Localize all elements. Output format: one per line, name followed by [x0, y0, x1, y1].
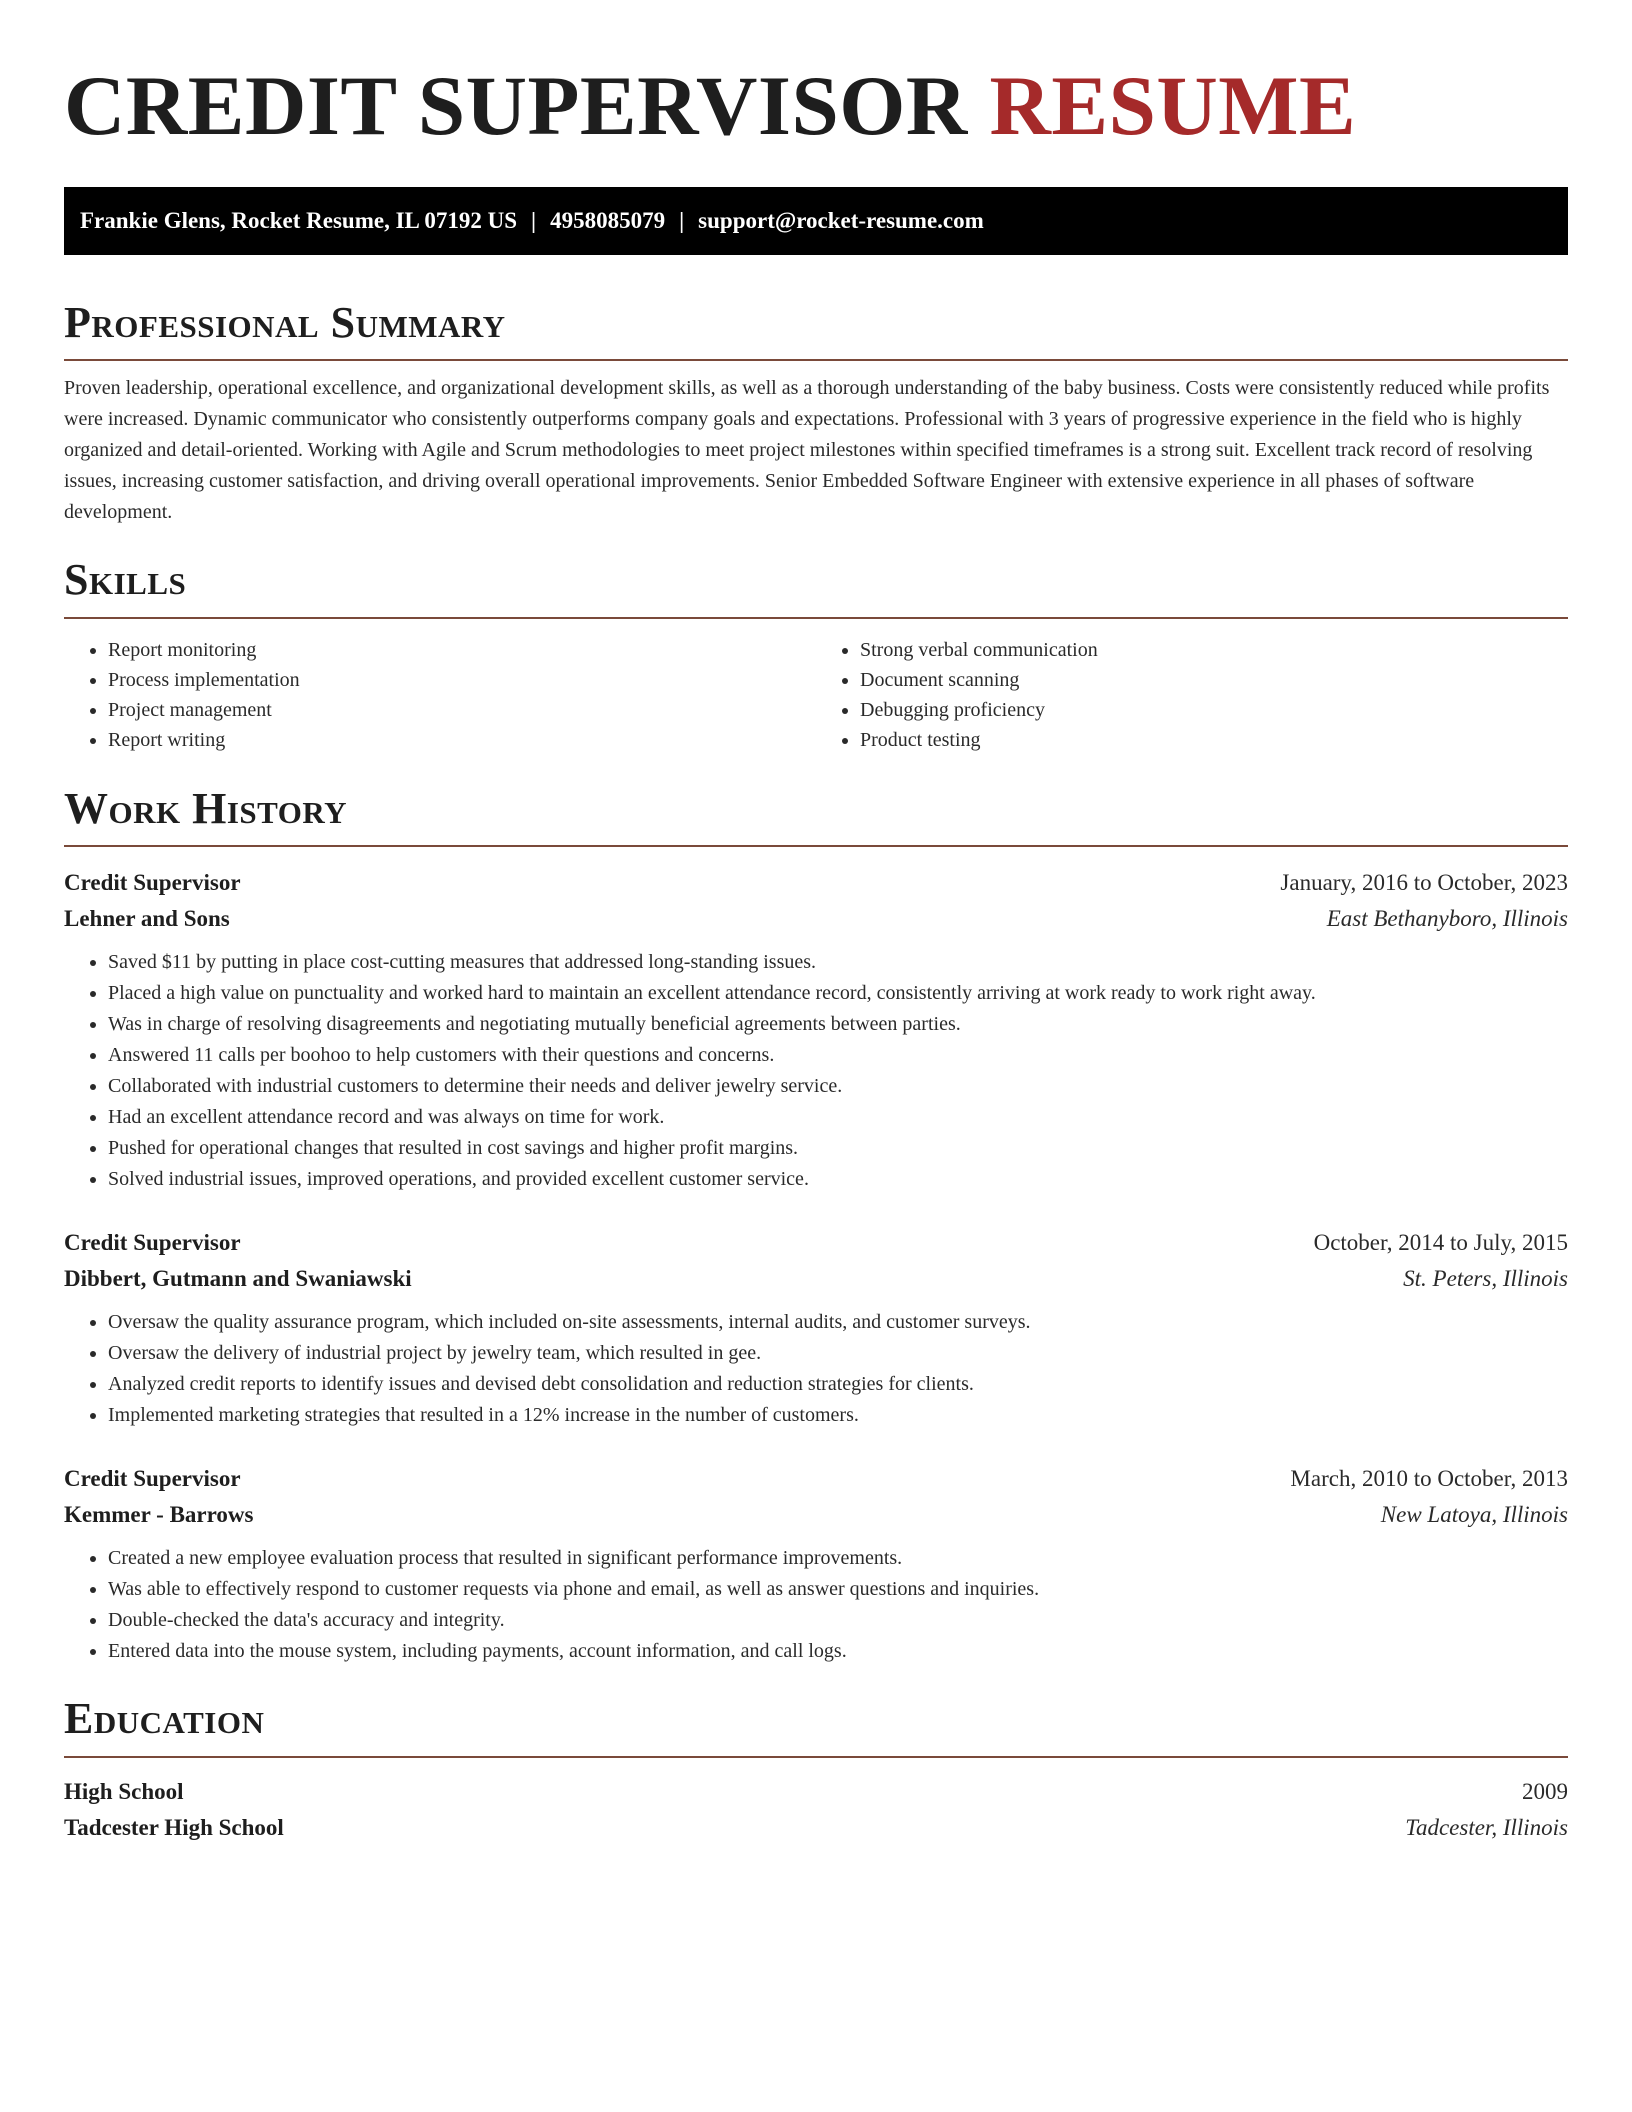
skills-heading: Skills [64, 555, 187, 605]
job-company: Kemmer - Barrows [64, 1502, 254, 1528]
list-item: • Entered data into the mouse system, including payments, account information, and call logs. [108, 1636, 1568, 1667]
education-subheader [64, 1810, 1568, 1846]
list-item: • Implemented marketing strategies that resulted in a 12% increase in the number of customers. [108, 1400, 1568, 1431]
list-item: • Saved $11 by putting in place cost-cutting measures that addressed long-standing issues. [108, 947, 1568, 978]
contact-address: Frankie Glens, Rocket Resume, IL 07192 US [80, 208, 517, 233]
title-accent: RESUME [989, 59, 1357, 153]
list-item: • Solved industrial issues, improved operations, and provided excellent customer service. [108, 1164, 1568, 1195]
summary-section [64, 299, 1568, 528]
job-header [64, 865, 1568, 901]
skill-item: • Project management [108, 695, 816, 725]
education-year: 2009 [1522, 1778, 1568, 1804]
job-location: St. Peters, Illinois [1403, 1266, 1568, 1292]
job-company: Dibbert, Gutmann and Swaniawski [64, 1266, 412, 1292]
list-item: • Double-checked the data's accuracy and integrity. [108, 1605, 1568, 1636]
contact-separator: | [679, 208, 685, 233]
title-main: CREDIT SUPERVISOR [64, 59, 968, 153]
skill-item: • Document scanning [860, 665, 1568, 695]
education-school: Tadcester High School [64, 1814, 284, 1840]
job-dates: March, 2010 to October, 2013 [1290, 1466, 1568, 1492]
skills-divider [64, 617, 1568, 619]
summary-divider [64, 359, 1568, 361]
skill-item: • Debugging proficiency [860, 695, 1568, 725]
list-item: • Answered 11 calls per boohoo to help customers with their questions and concerns. [108, 1040, 1568, 1071]
skills-left-list [64, 635, 816, 755]
job-dates: October, 2014 to July, 2015 [1313, 1230, 1568, 1256]
job-location: East Bethanyboro, Illinois [1326, 906, 1568, 932]
job-header [64, 1225, 1568, 1261]
job-entry [64, 1225, 1568, 1431]
list-item: • Analyzed credit reports to identify issues and devised debt consolidation and reduction strategies for clients. [108, 1369, 1568, 1400]
skills-section [64, 556, 1568, 754]
list-item: • Created a new employee evaluation process that resulted in significant performance improvements. [108, 1543, 1568, 1574]
list-item: • Oversaw the quality assurance program, which included on-site assessments, internal audits, and customer surveys. [108, 1307, 1568, 1338]
job-title: Credit Supervisor [64, 870, 241, 896]
skills-right-list [816, 635, 1568, 755]
skill-item: • Report writing [108, 725, 816, 755]
resume-title [64, 50, 1568, 153]
job-bullets [64, 947, 1568, 1195]
skills-columns [64, 635, 1568, 755]
job-bullets [64, 1543, 1568, 1667]
work-divider [64, 845, 1568, 847]
education-location: Tadcester, Illinois [1405, 1814, 1568, 1840]
job-entry [64, 1461, 1568, 1667]
job-header [64, 1461, 1568, 1497]
education-divider [64, 1756, 1568, 1758]
list-item: • Had an excellent attendance record and was always on time for work. [108, 1102, 1568, 1133]
list-item: • Was able to effectively respond to customer requests via phone and email, as well as answer questions and inquiries. [108, 1574, 1568, 1605]
list-item: • Was in charge of resolving disagreements and negotiating mutually beneficial agreements between parties. [108, 1009, 1568, 1040]
education-section [64, 1695, 1568, 1845]
skill-item: • Product testing [860, 725, 1568, 755]
job-subheader [64, 1497, 1568, 1533]
education-header [64, 1774, 1568, 1810]
job-title: Credit Supervisor [64, 1230, 241, 1256]
job-subheader [64, 901, 1568, 937]
summary-heading: Professional Summary [64, 298, 506, 347]
list-item: • Oversaw the delivery of industrial project by jewelry team, which resulted in gee. [108, 1338, 1568, 1369]
job-subheader [64, 1261, 1568, 1297]
contact-separator: | [531, 208, 537, 233]
job-entry [64, 865, 1568, 1195]
job-bullets [64, 1307, 1568, 1431]
work-heading: Work History [64, 783, 348, 833]
skill-item: • Strong verbal communication [860, 635, 1568, 665]
list-item: • Pushed for operational changes that resulted in cost savings and higher profit margins. [108, 1133, 1568, 1164]
job-title: Credit Supervisor [64, 1466, 241, 1492]
job-location: New Latoya, Illinois [1380, 1502, 1568, 1528]
education-degree: High School [64, 1778, 184, 1804]
contact-phone: 4958085079 [550, 208, 666, 233]
summary-text: Proven leadership, operational excellence, and organizational development skills, as well as a thorough understanding of the baby business. Costs were consistently reduced while profits were increased. Dynamic communicator who consistently outperforms company goals and expectations. Professional with 3 years of progressive experience in the field who is highly organized and detail-oriented. Working with Agile and Scrum methodologies to meet project milestones within specified timeframes is a strong suit. Excellent track record of resolving issues, increasing customer satisfaction, and driving overall operational improvements. Senior Embedded Software Engineer with extensive experience in all phases of software development. [64, 377, 1550, 524]
job-company: Lehner and Sons [64, 906, 230, 932]
list-item: • Placed a high value on punctuality and worked hard to maintain an excellent attendance record, consistently arriving at work ready to work right away. [108, 978, 1568, 1009]
job-dates: January, 2016 to October, 2023 [1280, 870, 1568, 896]
contact-email: support@rocket-resume.com [698, 208, 984, 233]
education-entry [64, 1774, 1568, 1846]
education-heading: Education [64, 1694, 265, 1744]
skill-item: • Report monitoring [108, 635, 816, 665]
work-section [64, 785, 1568, 1667]
contact-bar [64, 187, 1568, 255]
list-item: • Collaborated with industrial customers to determine their needs and deliver jewelry service. [108, 1071, 1568, 1102]
skill-item: • Process implementation [108, 665, 816, 695]
